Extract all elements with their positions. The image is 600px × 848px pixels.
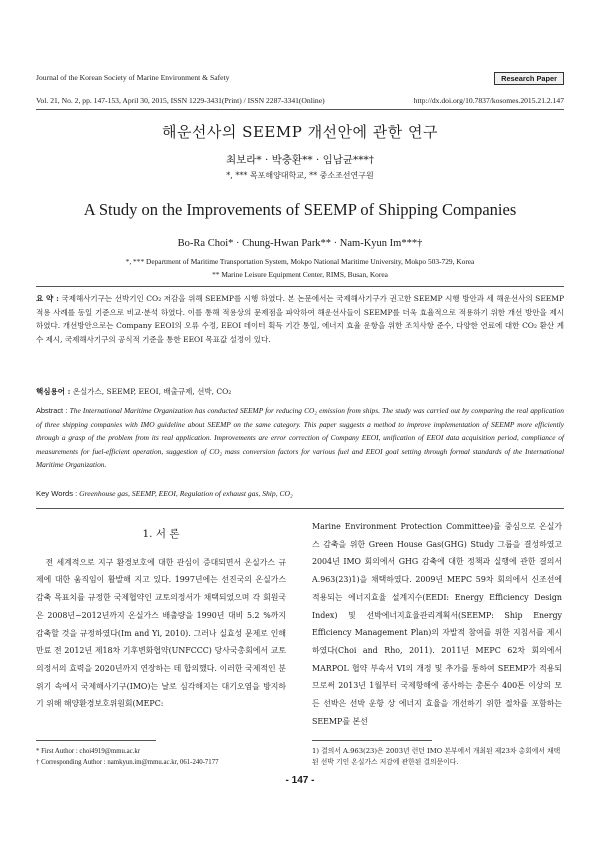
abstract-korean-label: 요 약 : bbox=[36, 294, 59, 303]
affiliation-korean: *, *** 목포해양대학교, ** 중소조선연구원 bbox=[226, 171, 374, 180]
keywords-english-label: Key Words : bbox=[36, 489, 78, 498]
abstract-top-rule bbox=[36, 286, 564, 287]
title-english: A Study on the Improvements of SEEMP of Shipping Companies bbox=[83, 200, 517, 219]
doi-link[interactable]: http://dx.doi.org/10.7837/kosomes.2015.21.2.147 bbox=[413, 96, 564, 105]
footnote-corresponding-author: † Corresponding Author : namkyun.im@mmu.ac.kr, 061-240-7177 bbox=[36, 759, 219, 766]
journal-name: Journal of the Korean Society of Marine Environment & Safety bbox=[36, 73, 230, 82]
affiliation-english-1: *, *** Department of Maritime Transportation System, Mokpo National Maritime University, Mokpo 503-729, Korea bbox=[125, 257, 475, 266]
keywords-korean bbox=[36, 385, 564, 399]
abstract-english-label: Abstract : bbox=[36, 406, 68, 415]
abstract-english bbox=[36, 404, 564, 472]
keywords-korean-text: 온실가스, SEEMP, EEOI, 배출규제, 선박, CO₂ bbox=[72, 387, 232, 396]
footnote-rule-left bbox=[36, 740, 156, 741]
body-top-rule bbox=[36, 508, 564, 509]
abstract-korean bbox=[36, 292, 564, 346]
abstract-english-text: The International Maritime Organization has conducted SEEMP for reducing CO₂ emission from ships. The study was carried out by comparing the real application of three shipping companies with IMO guideline about SEEMP on the same category. This paper suggests a method to improve implementation of SEEMP more efficiently through a grasp of the problem from its real application. Improvements are error correction of Company EEOI, unification of EEOI data acquisition period, compliance of measurements for fuel-efficient operation, suggestion of CO₂ mass conversion factors for various fuel and EEOI goal setting through formal standards of the International Maritime Organization. bbox=[36, 406, 565, 470]
title-korean: 해운선사의 SEEMP 개선안에 관한 연구 bbox=[161, 123, 439, 141]
affiliation-english-2: ** Marine Leisure Equipment Center, RIMS, Busan, Korea bbox=[212, 270, 388, 279]
header-rule bbox=[36, 109, 564, 110]
journal-citation: Vol. 21, No. 2, pp. 147-153, April 30, 2015, ISSN 1229-3431(Print) / ISSN 2287-3341(Online) bbox=[36, 96, 325, 105]
footnote-right: 1) 결의서 A.963(23)은 2003년 런던 IMO 본부에서 개최된 제23차 총회에서 채택된 선박 기인 온실가스 저감에 관한된 결의문이다. bbox=[312, 747, 561, 766]
footnotes-left bbox=[36, 746, 286, 768]
footnote-first-author: * First Author : choi4919@mmu.ac.kr bbox=[36, 748, 141, 755]
body-column-right bbox=[312, 518, 562, 730]
section-heading: 1. 서 론 bbox=[142, 528, 180, 540]
page-number bbox=[0, 775, 600, 786]
keywords-korean-label: 핵심용어 : bbox=[36, 387, 71, 396]
abstract-korean-text: 국제해사기구는 선박기인 CO₂ 저감을 위해 SEEMP를 시행 하였다. 본 논문에서는 국제해사기구가 권고한 SEEMP 시행 방안과 세 해운선사의 SEEMP 적용 사례를 동일 기준으로 비교·분석 하였다. 이를 통해 적용상의 문제점을 파악하여 해운선사들이 SEEMP를 더욱 효율적으로 적용하기 위한 개선 방안을 제시하였다. 개선방안으로는 Company EEOI의 오류 수정, EEOI 데이터 획득 기간 통일, 에너지 효율 운항을 위한 조치사항 준수, 다양한 연료에 대한 CO₂ 환산 계수 제시, 국제해사기구의 공식적 기준을 통한 EEOI 목표값 설정이 있다. bbox=[36, 294, 564, 344]
keywords-english bbox=[36, 487, 564, 501]
body-column-left bbox=[36, 518, 286, 713]
footnote-rule-right bbox=[312, 740, 432, 741]
page-number-text: - 147 - bbox=[278, 775, 323, 786]
body-paragraph-left: 전 세계적으로 지구 환경보호에 대한 관심이 증대되면서 온실가스 규제에 대한 움직임이 활발해 지고 있다. 1997년에는 선진국의 온실가스 감축 목표치를 규정한 국제협약인 교토의정서가 채택되었으며 각 회원국은 2008년~2012년까지 온실가스 배출량을 1990년 대비 5.2 %까지 감축할 것을 규정하였다(Im and Yi, 2010). 그러나 실효성 문제로 인해 만료 전 2012년 제18차 기후변화협약(UNFCCC) 당사국총회에서 교토의정서의 효력을 2020년까지 연장하는 데 합의했다. 이러한 국제적인 분위기 속에서 국제해사기구(IMO)는 날로 심각해지는 대기오염을 방지하기 위해 해양환경보호위원회(MEPC: bbox=[36, 557, 286, 709]
authors-korean: 최보라* · 박충환** · 임남균***† bbox=[225, 154, 375, 166]
paper-type-badge: Research Paper bbox=[494, 72, 564, 85]
body-paragraph-right: Marine Environment Protection Committee)를 중심으로 온실가스 감축을 위한 Green House Gas(GHG) Study 그룹을 결성하였고 2004년 IMO 회의에서 GHG 감축에 대한 정책과 실행에 관한 결의서 A.963(23)1)을 채택하였다. 2009년 MEPC 59차 회의에서 신조선에 적용되는 에너지효율 설계지수(EEDI: Energy Efficiency Design Index) 및 선박에너지효율관리계획서(SEEMP: Ship Energy Efficiency Management Plan)의 자발적 참여를 위한 지침서를 제시하였다(Choi and Rho, 2011). 2011년 MEPC 62차 회의에서 MARPOL 협약 부속서 VI의 개정 및 추가를 통하여 SEEMP가 적용되므로써 2013년 1월부터 국제항해에 종사하는 총톤수 400톤 이상의 모든 선박은 선박 운항 상 에너지 효율을 개선하기 위한 절차를 포함하는 SEEMP를 본선 bbox=[312, 522, 562, 726]
authors-english: Bo-Ra Choi* · Chung-Hwan Park** · Nam-Kyun Im***† bbox=[177, 238, 423, 249]
keywords-english-text: Greenhouse gas, SEEMP, EEOI, Regulation of exhaust gas, Ship, CO₂ bbox=[79, 489, 293, 498]
